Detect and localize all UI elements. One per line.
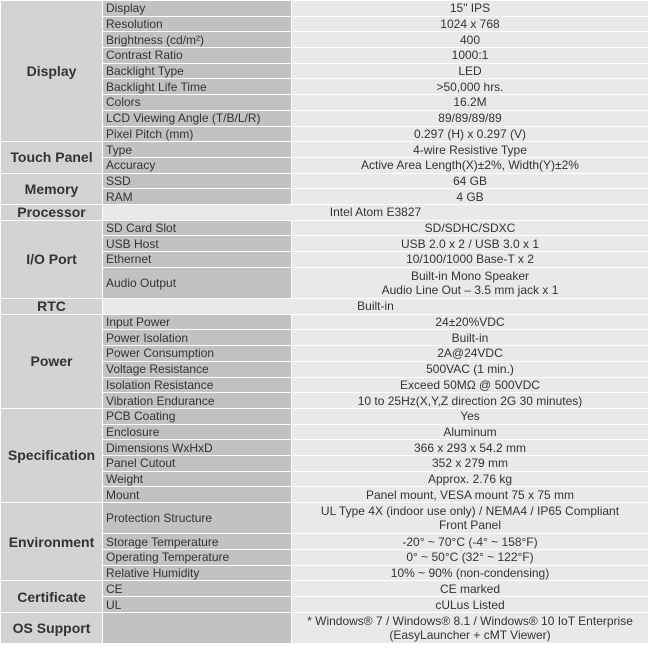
spec-row — [1, 204, 649, 220]
spec-label: CE — [103, 581, 292, 597]
spec-value: Panel mount, VESA mount 75 x 75 mm — [292, 487, 649, 503]
spec-label: Power Consumption — [103, 346, 292, 362]
spec-table-body — [1, 1, 649, 644]
spec-value: 16.2M — [292, 95, 649, 111]
spec-label: SD Card Slot — [103, 220, 292, 236]
spec-label: Isolation Resistance — [103, 377, 292, 393]
spec-label: Accuracy — [103, 157, 292, 173]
spec-label: Backlight Life Time — [103, 79, 292, 95]
spec-value: 10 to 25Hz(X,Y,Z direction 2G 30 minutes) — [292, 393, 649, 409]
spec-value: Built-in — [292, 330, 649, 346]
spec-value: 400 — [292, 32, 649, 48]
spec-label: Brightness (cd/m²) — [103, 32, 292, 48]
spec-value: cULus Listed — [292, 597, 649, 613]
spec-value: 4 GB — [292, 189, 649, 205]
spec-value: -20° ~ 70°C (-4° ~ 158°F) — [292, 534, 649, 550]
spec-row — [1, 220, 649, 236]
spec-label: Enclosure — [103, 424, 292, 440]
spec-value: 4-wire Resistive Type — [292, 142, 649, 158]
spec-value-line: Audio Line Out – 3.5 mm jack x 1 — [381, 282, 559, 297]
spec-label: Storage Temperature — [103, 534, 292, 550]
spec-label: Panel Cutout — [103, 455, 292, 471]
spec-value: Built-in — [103, 299, 649, 315]
group-label-environment: Environment — [1, 503, 103, 581]
spec-label: Mount — [103, 487, 292, 503]
spec-label: Backlight Type — [103, 63, 292, 79]
spec-label: RAM — [103, 189, 292, 205]
spec-value-line: Front Panel — [438, 518, 502, 533]
spec-label: Dimensions WxHxD — [103, 440, 292, 456]
spec-value: 2A@24VDC — [292, 346, 649, 362]
spec-value: Aluminum — [292, 424, 649, 440]
spec-row — [1, 173, 649, 189]
spec-value: 1000:1 — [292, 48, 649, 64]
spec-row — [1, 408, 649, 424]
spec-label: Relative Humidity — [103, 565, 292, 581]
spec-row — [1, 314, 649, 330]
spec-value-line: (EasyLauncher + cMT Viewer) — [389, 628, 551, 643]
spec-label: Type — [103, 142, 292, 158]
spec-label: Contrast Ratio — [103, 48, 292, 64]
spec-label: UL — [103, 597, 292, 613]
spec-value: 1024 x 768 — [292, 16, 649, 32]
spec-value-line: Built-in Mono Speaker — [410, 268, 530, 283]
spec-value: USB 2.0 x 2 / USB 3.0 x 1 — [292, 236, 649, 252]
spec-label: Power Isolation — [103, 330, 292, 346]
group-label-display: Display — [1, 1, 103, 142]
spec-value — [292, 267, 649, 298]
spec-label: Display — [103, 1, 292, 17]
spec-label: SSD — [103, 173, 292, 189]
spec-label: USB Host — [103, 236, 292, 252]
spec-label: Weight — [103, 471, 292, 487]
spec-value: 15" IPS — [292, 1, 649, 17]
group-label-power: Power — [1, 314, 103, 408]
spec-value: 24±20%VDC — [292, 314, 649, 330]
spec-value: 352 x 279 mm — [292, 455, 649, 471]
group-label-rtc: RTC — [1, 299, 103, 315]
spec-label: Input Power — [103, 314, 292, 330]
spec-value: 64 GB — [292, 173, 649, 189]
spec-value: 10% ~ 90% (non-condensing) — [292, 565, 649, 581]
spec-value: Approx. 2.76 kg — [292, 471, 649, 487]
spec-label: Protection Structure — [103, 503, 292, 534]
spec-value: CE marked — [292, 581, 649, 597]
spec-label: Operating Temperature — [103, 550, 292, 566]
group-label-processor: Processor — [1, 204, 103, 220]
spec-row — [1, 503, 649, 534]
spec-value-line: UL Type 4X (indoor use only) / NEMA4 / IP65 Compliant — [320, 504, 620, 519]
spec-label: Pixel Pitch (mm) — [103, 126, 292, 142]
spec-value: Yes — [292, 408, 649, 424]
group-label-i-o-port: I/O Port — [1, 220, 103, 298]
spec-value: 0° ~ 50°C (32° ~ 122°F) — [292, 550, 649, 566]
spec-row — [1, 299, 649, 315]
spec-label: Resolution — [103, 16, 292, 32]
spec-row — [1, 1, 649, 17]
spec-value: Exceed 50MΩ @ 500VDC — [292, 377, 649, 393]
group-label-touch-panel: Touch Panel — [1, 142, 103, 173]
spec-value: LED — [292, 63, 649, 79]
spec-label: LCD Viewing Angle (T/B/L/R) — [103, 110, 292, 126]
spec-value: 0.297 (H) x 0.297 (V) — [292, 126, 649, 142]
spec-value: SD/SDHC/SDXC — [292, 220, 649, 236]
spec-value: 366 x 293 x 54.2 mm — [292, 440, 649, 456]
group-label-os-support: OS Support — [1, 612, 103, 643]
spec-label: PCB Coating — [103, 408, 292, 424]
spec-value-line: * Windows® 7 / Windows® 8.1 / Windows® 10 IoT Enterprise — [307, 614, 633, 629]
group-label-memory: Memory — [1, 173, 103, 204]
spec-value: >50,000 hrs. — [292, 79, 649, 95]
spec-label — [103, 612, 292, 643]
spec-value: 10/100/1000 Base-T x 2 — [292, 252, 649, 268]
spec-row — [1, 581, 649, 597]
spec-value: Intel Atom E3827 — [103, 204, 649, 220]
spec-row — [1, 612, 649, 643]
spec-label: Ethernet — [103, 252, 292, 268]
group-label-specification: Specification — [1, 408, 103, 502]
spec-label: Audio Output — [103, 267, 292, 298]
group-label-certificate: Certificate — [1, 581, 103, 612]
spec-value: Active Area Length(X)±2%, Width(Y)±2% — [292, 157, 649, 173]
spec-value: 89/89/89/89 — [292, 110, 649, 126]
spec-label: Colors — [103, 95, 292, 111]
spec-value — [292, 612, 649, 643]
spec-label: Vibration Endurance — [103, 393, 292, 409]
spec-value — [292, 503, 649, 534]
spec-label: Voltage Resistance — [103, 361, 292, 377]
spec-row — [1, 142, 649, 158]
spec-value: 500VAC (1 min.) — [292, 361, 649, 377]
